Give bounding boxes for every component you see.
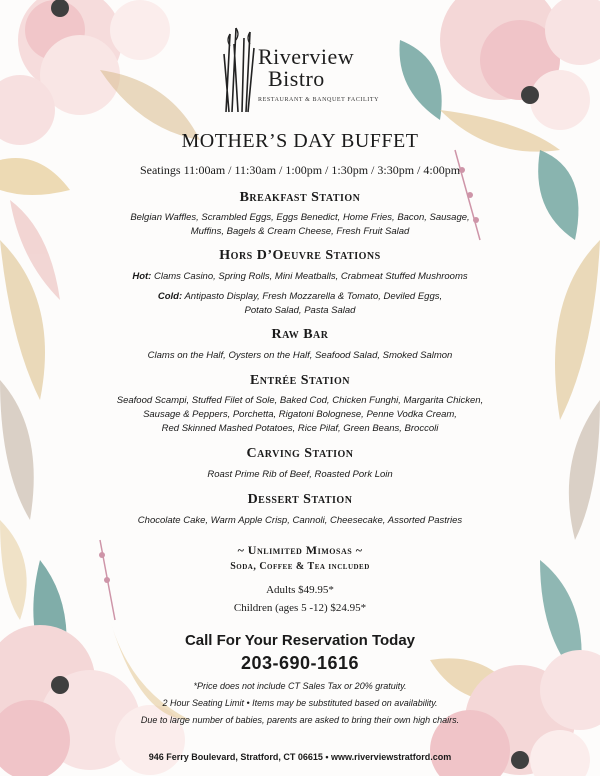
raw-bar-line: Clams on the Half, Oysters on the Half, Seafood Salad, Smoked Salmon bbox=[147, 350, 453, 361]
high-chair-note: Due to large number of babies, parents are asked to bring their own high chairs. bbox=[140, 715, 460, 725]
cold-items-text: Antipasto Display, Fresh Mozzarella & Tomato, Deviled Eggs, bbox=[184, 291, 443, 302]
reservation-call: Call For Your Reservation Today bbox=[184, 632, 416, 649]
entree-line: Sausage & Peppers, Porchetta, Rigatoni Bolognese, Penne Vodka Cream, bbox=[143, 409, 457, 420]
carving-line: Roast Prime Rib of Beef, Roasted Pork Loin bbox=[207, 469, 393, 480]
dessert-line: Chocolate Cake, Warm Apple Crisp, Cannoli, Cheesecake, Assorted Pastries bbox=[137, 515, 463, 526]
logo-name bbox=[258, 46, 354, 90]
hot-items-text: Clams Casino, Spring Rolls, Mini Meatballs, Crabmeat Stuffed Mushrooms bbox=[154, 271, 468, 282]
seating-limit-note: 2 Hour Seating Limit • Items may be substituted based on availability. bbox=[162, 698, 438, 708]
dessert-heading: Dessert Station bbox=[247, 492, 353, 507]
entree-line: Red Skinned Mashed Potatoes, Rice Pilaf, Green Beans, Broccoli bbox=[161, 423, 439, 434]
carving-heading: Carving Station bbox=[246, 446, 354, 461]
adults-price: Adults $49.95* bbox=[266, 584, 334, 596]
logo-name-line2: Bistro bbox=[268, 66, 325, 91]
breakfast-line: Muffins, Bagels & Cream Cheese, Fresh Fruit Salad bbox=[190, 226, 410, 237]
entree-line: Seafood Scampi, Stuffed Filet of Sole, Baked Cod, Chicken Funghi, Margarita Chicken, bbox=[116, 395, 484, 406]
hors-doeuvre-items bbox=[60, 270, 540, 318]
page-title: MOTHER’S DAY BUFFET bbox=[181, 130, 419, 152]
raw-bar-heading: Raw Bar bbox=[271, 327, 329, 342]
cold-items-line2: Potato Salad, Pasta Salad bbox=[244, 305, 356, 316]
tax-note: *Price does not include CT Sales Tax or 20% gratuity. bbox=[193, 681, 407, 691]
reeds-logo-icon bbox=[218, 24, 258, 114]
restaurant-logo bbox=[218, 24, 388, 114]
seating-times: Seatings 11:00am / 11:30am / 1:00pm / 1:30pm / 3:30pm / 4:00pm bbox=[139, 163, 461, 177]
cold-label: Cold: bbox=[157, 291, 183, 302]
carving-items bbox=[60, 468, 540, 482]
children-price: Children (ages 5 -12) $24.95* bbox=[233, 602, 367, 614]
reservation-phone[interactable]: 203-690-1616 bbox=[240, 653, 360, 673]
mimosas-line: ~ Unlimited Mimosas ~ bbox=[237, 543, 363, 557]
entree-items bbox=[60, 394, 540, 436]
hot-items bbox=[60, 270, 540, 284]
dessert-items bbox=[60, 514, 540, 528]
breakfast-heading: Breakfast Station bbox=[239, 190, 361, 205]
hors-doeuvre-heading: Hors D’Oeuvre Stations bbox=[219, 248, 381, 263]
footer-address[interactable]: 946 Ferry Boulevard, Stratford, CT 06615 • www.riverviewstratford.com bbox=[148, 752, 452, 762]
hot-label: Hot: bbox=[132, 271, 152, 282]
breakfast-items bbox=[60, 211, 540, 239]
logo-tagline: RESTAURANT & BANQUET FACILITY bbox=[258, 97, 380, 103]
cold-items bbox=[60, 290, 540, 304]
drinks-line: Soda, Coffee & Tea included bbox=[230, 561, 370, 572]
breakfast-line: Belgian Waffles, Scrambled Eggs, Eggs Benedict, Home Fries, Bacon, Sausage, bbox=[130, 212, 470, 223]
logo-name-line1: Riverview bbox=[258, 44, 355, 69]
raw-bar-items bbox=[60, 349, 540, 363]
entree-heading: Entrée Station bbox=[249, 373, 351, 388]
